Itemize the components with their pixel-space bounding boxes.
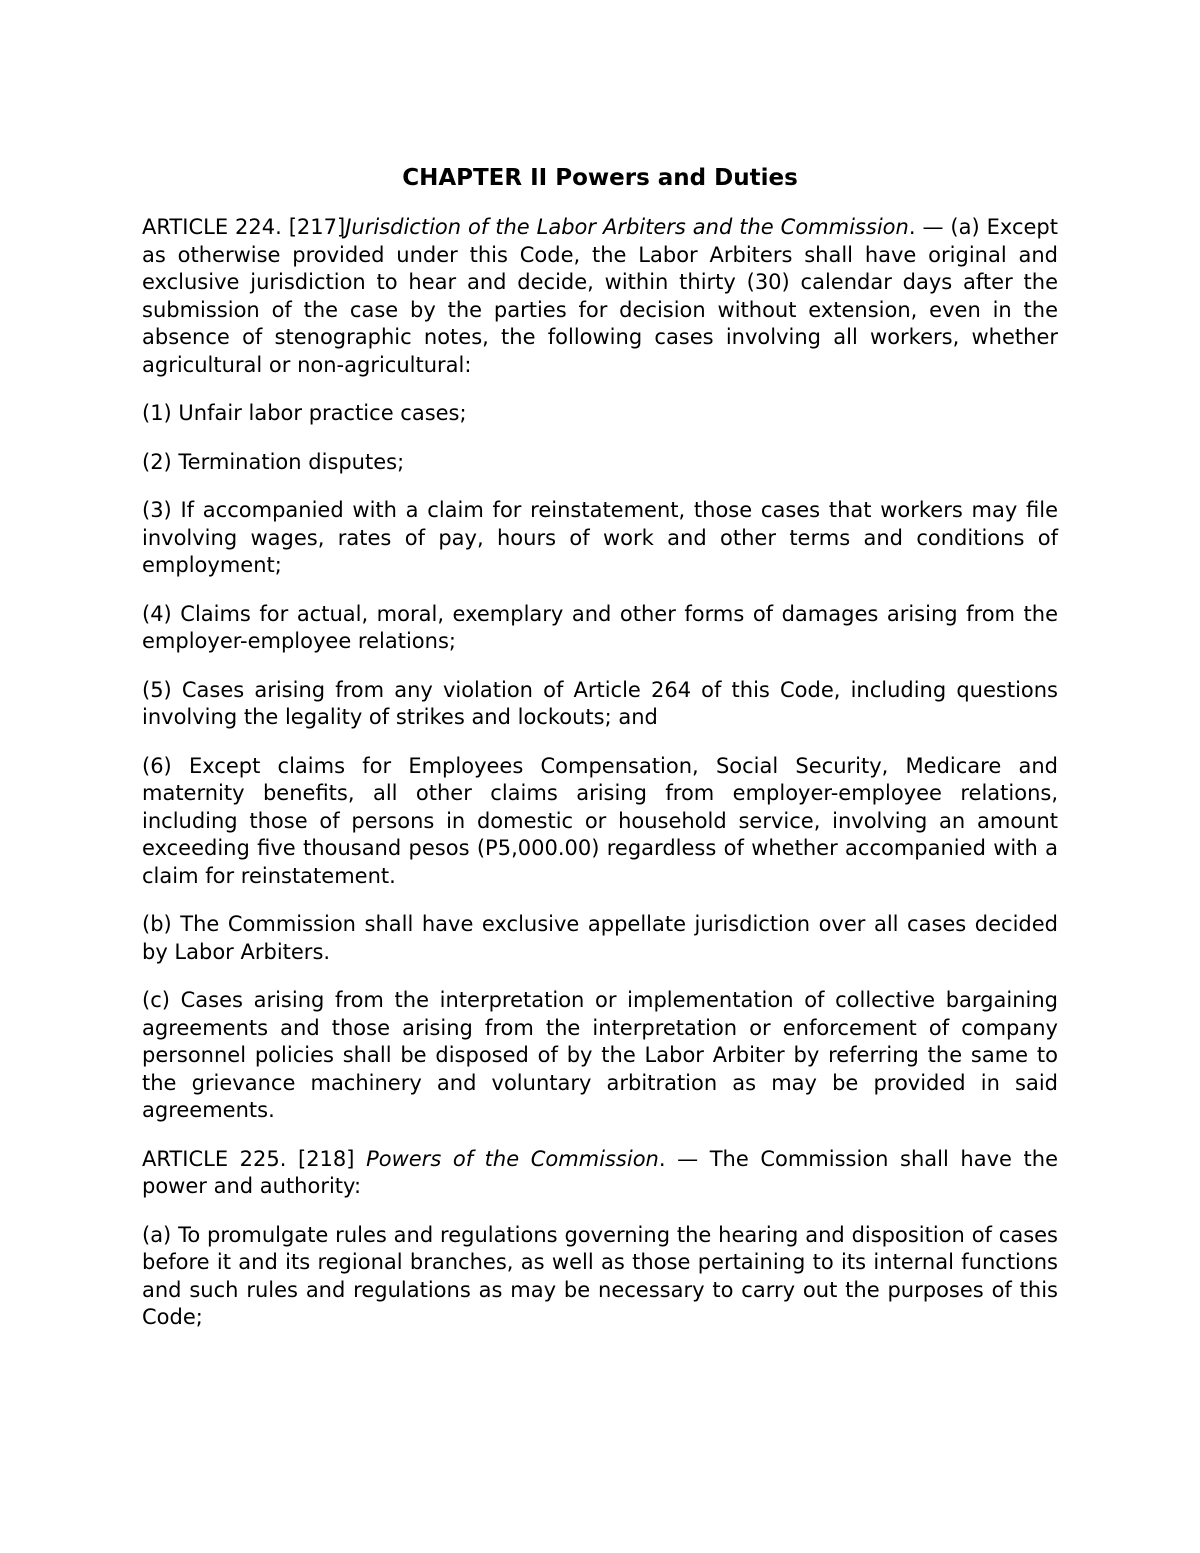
article-224-para-a: (a) Except as otherwise provided under this Code, the Labor Arbiters shall have original and exclusive jurisdiction to hear and decide, within thirty (30) calendar days after the submission of the case by the parties for decision without extension, even in the absence of stenographic notes, the following cases involving all workers, whether agricultural or non-agricultural: bbox=[142, 215, 1058, 377]
article-225-rest: . — The Commission shall have the power and authority: bbox=[142, 1146, 1058, 1198]
article-224-number: ARTICLE 224. [217] bbox=[142, 215, 346, 239]
list-item: (1) Unfair labor practice cases; bbox=[142, 401, 467, 425]
list-item: (5) Cases arising from any violation of Article 264 of this Code, including questions involving the legality of strikes and lockouts; and bbox=[142, 677, 1058, 729]
article-225-intro bbox=[142, 1146, 1058, 1201]
article-225-heading: Powers of the Commission bbox=[366, 1146, 659, 1171]
article-224-para-c: (c) Cases arising from the interpretation or implementation of collective bargaining agreements and those arising from the interpretation or enforcement of company personnel policies shall be disposed of by the Labor Arbiter by referring the same to the grievance machinery and voluntary arbitration as may be provided in said agreements. bbox=[142, 988, 1058, 1122]
article-225-number: ARTICLE 225. [218] bbox=[142, 1146, 355, 1171]
list-item: (2) Termination disputes; bbox=[142, 449, 405, 474]
list-item: (6) Except claims for Employees Compensation, Social Security, Medicare and maternity benefits, all other claims arising from employer-employee relations, including those of persons in domestic or household service, involving an amount exceeding five thousand pesos (P5,000.00) regardless of whether accompanied with a claim for reinstatement. bbox=[142, 753, 1058, 888]
list-item: (4) Claims for actual, moral, exemplary and other forms of damages arising from the employer-employee relations; bbox=[142, 601, 1058, 653]
chapter-title: CHAPTER II Powers and Duties bbox=[402, 165, 798, 191]
article-225-para-a: (a) To promulgate rules and regulations governing the hearing and disposition of cases before it and its regional branches, as well as those pertaining to its internal functions and such rules and regulations as may be necessary to carry out the purposes of this Code; bbox=[142, 1222, 1058, 1329]
list-item: (3) If accompanied with a claim for reinstatement, those cases that workers may file involving wages, rates of pay, hours of work and other terms and conditions of employment; bbox=[142, 498, 1058, 577]
article-224-dash: . — bbox=[908, 215, 944, 239]
article-224-para-b: (b) The Commission shall have exclusive appellate jurisdiction over all cases decided by Labor Arbiters. bbox=[142, 912, 1058, 964]
article-224-heading: Jurisdiction of the Labor Arbiters and the Commission bbox=[345, 215, 909, 239]
article-224-intro bbox=[142, 214, 1058, 379]
page-body bbox=[142, 162, 1058, 1353]
